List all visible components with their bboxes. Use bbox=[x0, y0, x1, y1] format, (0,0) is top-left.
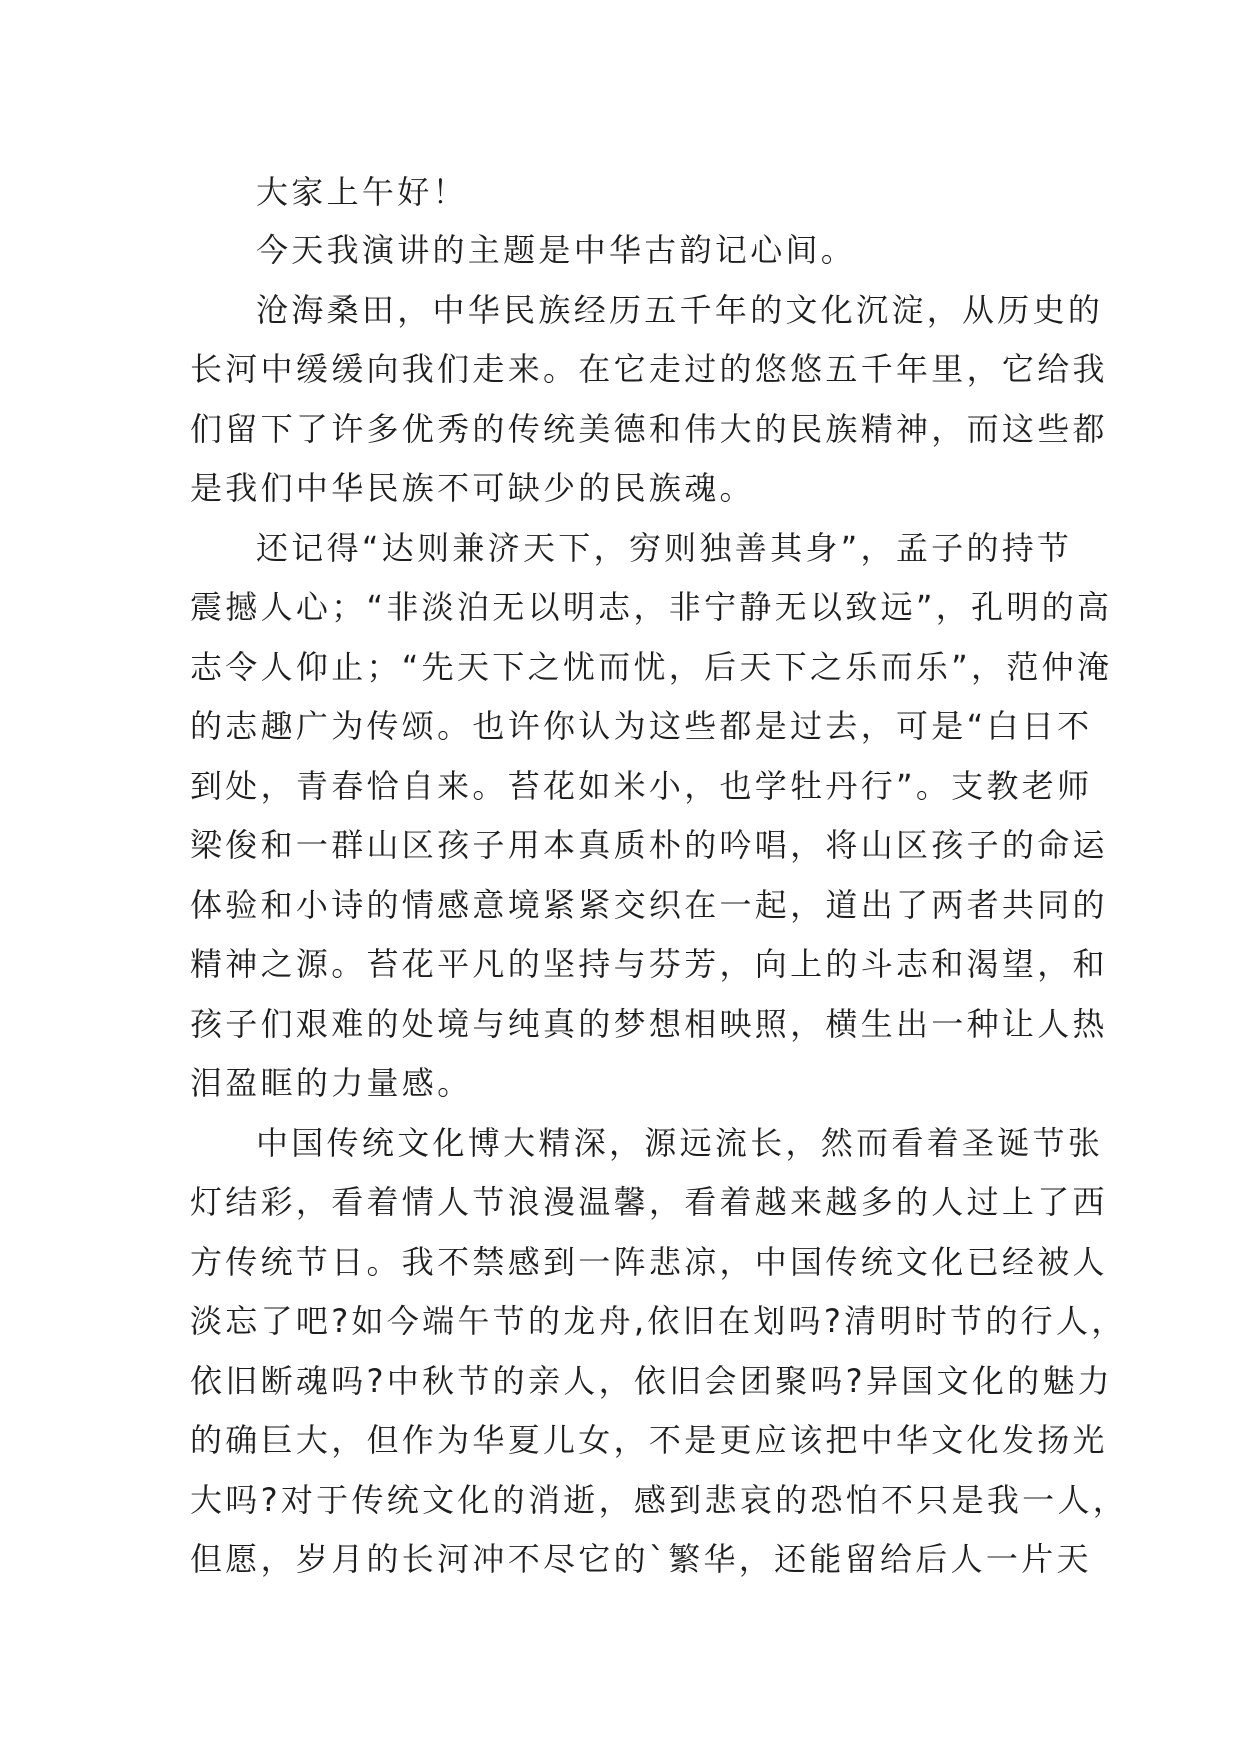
text-line: 的确巨大，但作为华夏儿女，不是更应该把中华文化发扬光 bbox=[190, 1421, 1108, 1459]
text-line: 孩子们艰难的处境与纯真的梦想相映照，横生出一种让人热 bbox=[190, 1004, 1108, 1043]
text-line: 依旧断魂吗?中秋节的亲人，依旧会团聚吗?异国文化的魅力 bbox=[190, 1361, 1114, 1400]
text-line: 到处，青春恰自来。苔花如米小，也学牡丹行”。支教老师 bbox=[190, 766, 1093, 805]
text-line: 们留下了许多优秀的传统美德和伟大的民族精神，而这些都 bbox=[190, 409, 1108, 448]
text-line: 今天我演讲的主题是中华古韵记心间。 bbox=[256, 231, 857, 269]
text-line: 梁俊和一群山区孩子用本真质朴的吟唱，将山区孩子的命运 bbox=[190, 826, 1108, 864]
text-line: 中国传统文化博大精深，源远流长，然而看着圣诞节张 bbox=[256, 1123, 1104, 1162]
text-line: 震撼人心；“非淡泊无以明志，非宁静无以致远”，孔明的高 bbox=[190, 588, 1113, 626]
text-line: 志令人仰止；“先天下之忧而忧，后天下之乐而乐”，范仲淹 bbox=[190, 647, 1113, 686]
text-line: 长河中缓缓向我们走来。在它走过的悠悠五千年里，它给我 bbox=[190, 350, 1108, 388]
text-line: 沧海桑田，中华民族经历五千年的文化沉淀，从历史的 bbox=[256, 290, 1104, 329]
text-line: 但愿，岁月的长河冲不尽它的`繁华，还能留给后人一片天 bbox=[190, 1540, 1092, 1578]
text-line: 大吗?对于传统文化的消逝，感到悲哀的恐怕不只是我一人， bbox=[190, 1480, 1129, 1519]
text-line: 的志趣广为传颂。也许你认为这些都是过去，可是“白日不 bbox=[190, 707, 1093, 745]
document-body bbox=[190, 163, 1129, 1590]
text-line: 淡忘了吧?如今端午节的龙舟,依旧在划吗?清明时节的行人， bbox=[190, 1302, 1127, 1340]
text-line: 方传统节日。我不禁感到一阵悲凉，中国传统文化已经被人 bbox=[190, 1242, 1108, 1281]
text-line: 体验和小诗的情感意境紧紧交织在一起，道出了两者共同的 bbox=[190, 885, 1108, 924]
text-line: 灯结彩，看着情人节浪漫温馨，看着越来越多的人过上了西 bbox=[190, 1183, 1108, 1221]
text-line: 大家上午好！ bbox=[256, 173, 468, 211]
text-line: 泪盈眶的力量感。 bbox=[190, 1064, 473, 1102]
text-line: 精神之源。苔花平凡的坚持与芬芳，向上的斗志和渴望，和 bbox=[190, 945, 1108, 983]
text-line: 是我们中华民族不可缺少的民族魂。 bbox=[190, 469, 755, 507]
text-line: 还记得“达则兼济天下，穷则独善其身”，孟子的持节 bbox=[256, 528, 1073, 567]
